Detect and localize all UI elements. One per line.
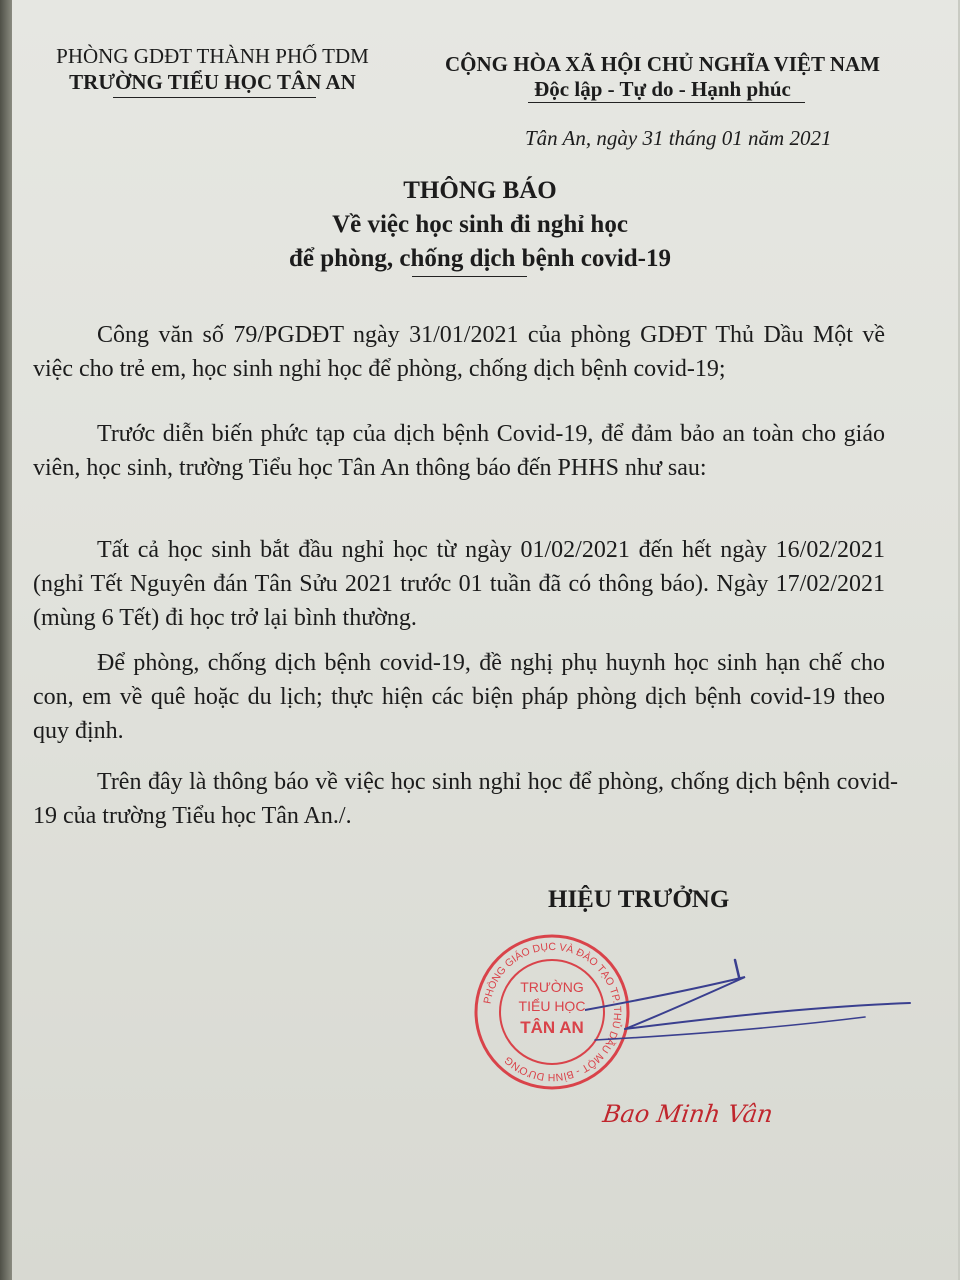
- stamp-text-line2: TIỂU HỌC: [518, 998, 586, 1014]
- handwritten-signature: [585, 955, 915, 1055]
- body-paragraph-1: Công văn số 79/PGDĐT ngày 31/01/2021 của phòng GDĐT Thủ Dầu Một về việc cho trẻ em, học sinh nghỉ học để phòng, chống dịch bệnh covid-19;: [33, 322, 885, 382]
- header-left-underline: [113, 97, 316, 98]
- body-paragraph-2: Trước diễn biến phức tạp của dịch bệnh Covid-19, để đảm bảo an toàn cho giáo viên, học sinh, trường Tiểu học Tân An thông báo đến PHHS như sau:: [33, 421, 885, 481]
- document-title: THÔNG BÁO: [403, 177, 557, 204]
- national-motto: Độc lập - Tự do - Hạnh phúc: [534, 77, 791, 101]
- header-right-underline: [528, 102, 805, 103]
- document-subject-line1: Về việc học sinh đi nghỉ học: [332, 211, 628, 238]
- stamp-text-line1: TRƯỜNG: [520, 979, 584, 995]
- body-paragraph-3: Tất cả học sinh bắt đầu nghỉ học từ ngày 01/02/2021 đến hết ngày 16/02/2021 (nghỉ Tết Nguyên đán Tân Sửu 2021 trước 01 tuần đã có thông báo). Ngày 17/02/2021 (mùng 6 Tết) đi học trở lại bình thường.: [33, 537, 885, 631]
- school-name: TRƯỜNG TIỂU HỌC TÂN AN: [69, 70, 356, 94]
- body-paragraph-5: Trên đây là thông báo về việc học sinh nghỉ học để phòng, chống dịch bệnh covid-19 của trường Tiểu học Tân An./.: [33, 769, 898, 829]
- signer-role: HIỆU TRƯỞNG: [548, 886, 730, 913]
- signer-name: Bao Minh Vân: [601, 1100, 775, 1128]
- document-date: Tân An, ngày 31 tháng 01 năm 2021: [525, 126, 832, 150]
- stamp-text-line3: TÂN AN: [520, 1018, 584, 1037]
- department-name: PHÒNG GDĐT THÀNH PHỐ TDM: [56, 44, 369, 68]
- document-subject-line2: để phòng, chống dịch bệnh covid-19: [288, 245, 672, 272]
- stamp-ring-text: PHÒNG GIÁO DỤC VÀ ĐÀO TẠO TP. THỦ DẦU MỘT - BÌNH DƯƠNG: [481, 940, 624, 1084]
- body-paragraph-4: Để phòng, chống dịch bệnh covid-19, đề nghị phụ huynh học sinh hạn chế cho con, em về quê hoặc du lịch; thực hiện các biện pháp phòng dịch bệnh covid-19 theo quy định.: [33, 650, 885, 744]
- title-underline: [412, 276, 527, 277]
- national-title: CỘNG HÒA XÃ HỘI CHỦ NGHĨA VIỆT NAM: [444, 52, 881, 76]
